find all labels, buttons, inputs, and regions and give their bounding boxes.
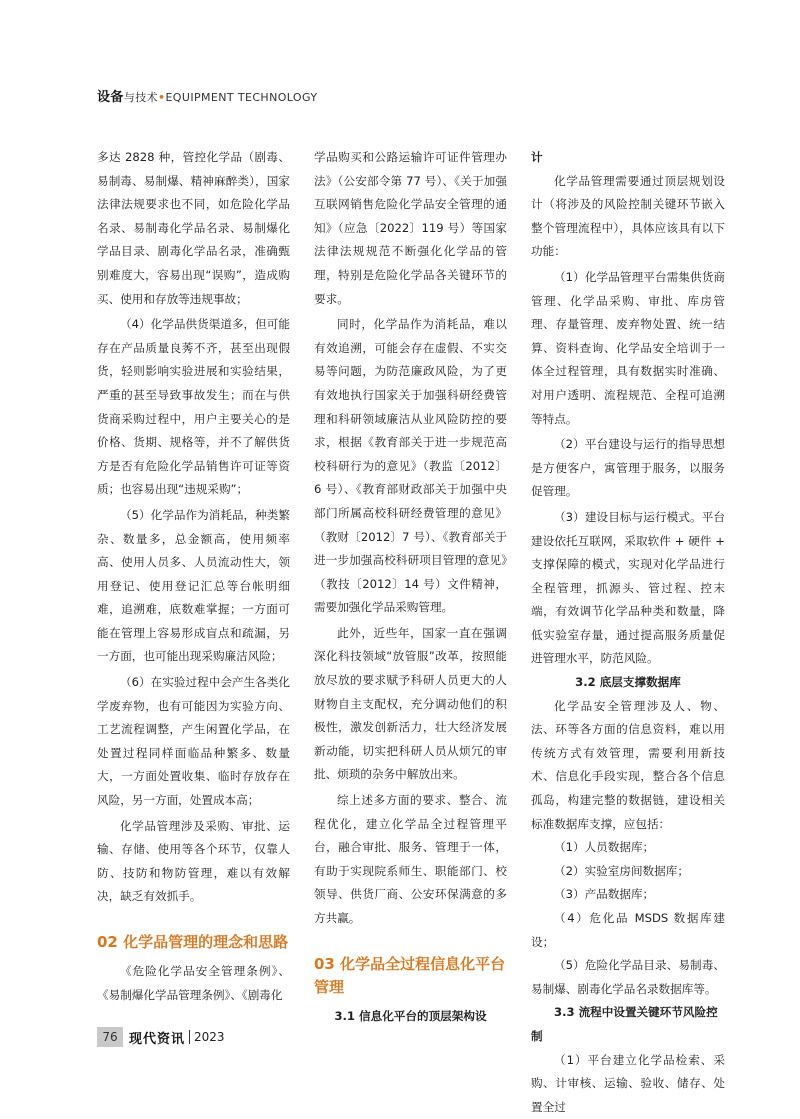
list-item: （3）产品数据库；: [554, 887, 655, 902]
paragraph: 此外，近些年，国家一直在强调深化科技领域“放管服”改革，按照能放尽放的要求赋予科研人员更大的人财物自主支配权，充分调动他们的积极性，激发创新活力，壮大经济发展新动能，切实把科研人员从烦冗的审批、烦琐的杂务中解放出来。: [314, 625, 507, 782]
column-3: [531, 146, 725, 1119]
paragraph: 化学品管理涉及采购、审批、运输、存储、使用等各个环节，仅靠人防、技防和物防管理，难以有效解决，缺乏有效抓手。: [97, 818, 290, 904]
list-item: （4）危化品 MSDS 数据库建设；: [531, 911, 725, 949]
paragraph: 同时，化学品作为消耗品，难以有效追溯，可能会存在虚假、不实交易等问题，为防范廉政风险，为了更有效地执行国家关于加强科研经费管理和科研领域廉洁从业风险防控的要求，根据《教育部关于进一步规范高校科研行为的意见》（教监〔2012〕6 号）、《教育部财政部关于加强中央部门所属高校科研经费管理的意见》（教财〔2012〕7 号）、《教育部关于进一步加强高校科研项目管理的意见》（教技〔2012〕14 号）文件精神，需要加强化学品采购管理。: [314, 317, 507, 615]
column-2: [314, 146, 507, 1028]
magazine-name: 现代资讯: [129, 1031, 186, 1047]
subsection-title-3-3: 3.3 流程中设置关键环节风险控制: [531, 1005, 718, 1043]
section-title-02: 02 化学品管理的理念和思路: [97, 933, 289, 951]
running-header: [97, 86, 317, 105]
paragraph: （5）化学品作为消耗品，种类繁杂、数量多，总金额高，使用频率高、使用人员多、人员流动性大，领用登记、使用登记汇总等台帐明细难，追溯难，底数难掌握；一方面可能在管理上容易形成盲点和疏漏，另一方面，也可能出现采购廉洁风险；: [97, 507, 290, 664]
column-1: [97, 146, 290, 1007]
paragraph: 化学品管理需要通过顶层规划设计（将涉及的风险控制关键环节嵌入整个管理流程中），具体应该具有以下功能：: [531, 173, 725, 259]
header-cn-part1: 设备: [97, 90, 124, 105]
footer-divider: [189, 1030, 190, 1044]
paragraph: （1）化学品管理平台需集供货商管理、化学品采购、审批、库房管理、存量管理、废弃物处置、统一结算、资料查询、化学品安全培训于一体全过程管理，具有数据实时准确、对用户透明、流程规范、全程可追溯等特点。: [531, 269, 725, 426]
paragraph: 化学品安全管理涉及人、物、法、环等各方面的信息资料，难以用传统方式有效管理，需要利用新技术、信息化手段实现，整合各个信息孤岛，构建完整的数据链，建设相关标准数据库支撑，应包括：: [531, 698, 725, 831]
paragraph: （2）平台建设与运行的指导思想是方便客户，寓管理于服务，以服务促管理。: [531, 437, 725, 499]
list-item: （1）人员数据库；: [554, 840, 655, 855]
header-separator: •: [158, 91, 166, 104]
paragraph: （4）化学品供货渠道多，但可能存在产品质量良莠不齐，甚至出现假货，轻则影响实验进展和实验结果，严重的甚至导致事故发生；而在与供货商采购过程中，用户主要关心的是价格、货期、规格等，并不了解供货方是否有危险化学品销售许可证等资质；也容易出现“违规采购”；: [97, 317, 290, 497]
paragraph: （3）建设目标与运行模式。平台建设依托互联网，采取软件 + 硬件 + 支撑保障的模式，实现对化学品进行全程管理，抓源头、管过程、控末端，有效调节化学品种类和数量，降低实验室存量，通过提高服务质量促进管理水平，防范风险。: [531, 509, 725, 666]
header-en: EQUIPMENT TECHNOLOGY: [165, 91, 318, 104]
subsection-title-3-2: 3.2 底层支撑数据库: [575, 675, 681, 690]
paragraph: 综上述多方面的要求、整合、流程优化，建立化学品全过程管理平台，融合审批、服务、管理于一体，有助于实现院系师生、职能部门、校领导、供货厂商、公安环保满意的多方共赢。: [314, 793, 507, 925]
subsection-title-3-1-continued: 计: [531, 150, 543, 164]
paragraph: （6）在实验过程中会产生各类化学废弃物，也有可能因为实验方向、工艺流程调整，产生闲置化学品，在处置过程同样面临品种繁多、数量大，一方面处置收集、临时存放存在风险，另一方面，处置成本高；: [97, 675, 290, 808]
paragraph: 多达 2828 种，管控化学品（剧毒、易制毒、易制爆、精神麻醉类），国家法律法规要求也不同，如危险化学品名录、易制毒化学品名录、易制爆化学品目录、剧毒化学品名录，准确甄别难度大，容易出现“误购”，造成购买、使用和存放等违规事故；: [97, 150, 290, 306]
header-cn-part2: 与技术: [123, 91, 159, 104]
page-number: 76: [97, 1027, 123, 1047]
paragraph: 《危险化学品安全管理条例》、《易制爆化学品管理条例》、《剧毒化: [97, 964, 290, 1002]
page-footer: [97, 1024, 225, 1050]
list-item: （5）危险化学品目录、易制毒、易制爆、剧毒化学品名录数据库等。: [531, 958, 725, 996]
paragraph: （1）平台建立化学品检索、采购、计审核、运输、验收、储存、处置全过: [531, 1052, 725, 1114]
section-title-03: 03 化学品全过程信息化平台管理: [314, 954, 506, 996]
list-item: （2）实验室房间数据库；: [554, 863, 689, 878]
subsection-title-3-1: 3.1 信息化平台的顶层架构设: [334, 1008, 487, 1023]
issue-year: 2023: [194, 1030, 225, 1044]
paragraph: 学品购买和公路运输许可证件管理办法》（公安部令第 77 号）、《关于加强互联网销售危险化学品安全管理的通知》（应急〔2022〕119 号）等国家法律法规规范不断强化化学品的管理，特别是危险化学品各关键环节的要求。: [314, 150, 507, 306]
